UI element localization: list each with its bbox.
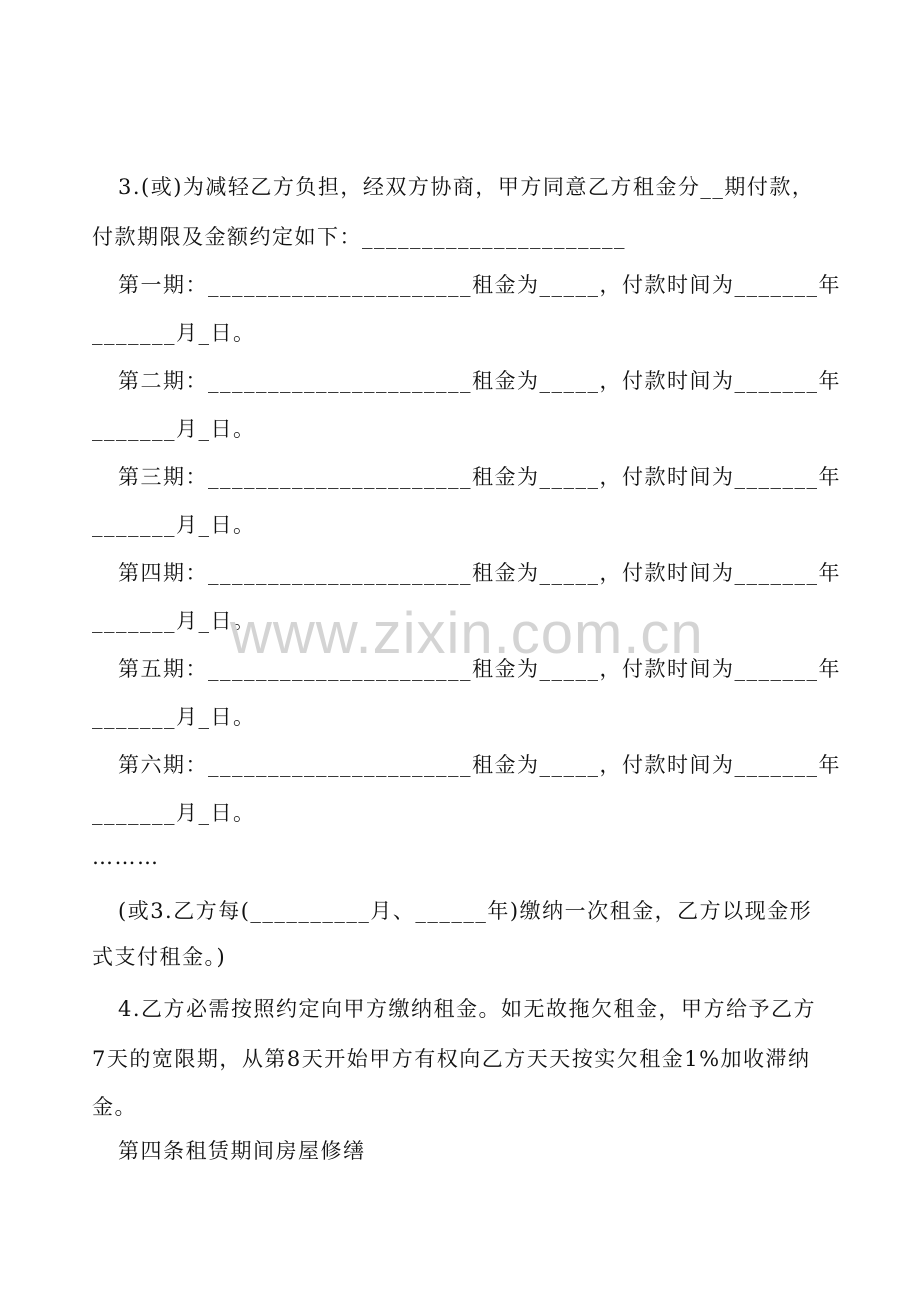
installment-date-1: _______月_日。 bbox=[92, 321, 256, 345]
paragraph-line: 付款期限及金额约定如下：______________________ bbox=[92, 225, 626, 249]
paragraph-line: 4.乙方必需按照约定向甲方缴纳租金。如无故拖欠租金，甲方给予乙方 bbox=[118, 997, 817, 1021]
installment-line-4: 第四期：______________________租金为_____，付款时间为_______年 bbox=[118, 561, 841, 585]
installment-date-3: _______月_日。 bbox=[92, 513, 256, 537]
installment-date-4: _______月_日。 bbox=[92, 609, 256, 633]
installment-line-2: 第二期：______________________租金为_____，付款时间为_______年 bbox=[118, 369, 841, 393]
ellipsis-line: ……… bbox=[92, 845, 160, 869]
paragraph-line: 式支付租金。) bbox=[92, 945, 227, 969]
installment-line-6: 第六期：______________________租金为_____，付款时间为_______年 bbox=[118, 753, 841, 777]
watermark: www.zixin.com.cn bbox=[230, 601, 704, 666]
paragraph-line: 3.(或)为减轻乙方负担，经双方协商，甲方同意乙方租金分__期付款， bbox=[118, 175, 815, 199]
section-heading: 第四条租赁期间房屋修缮 bbox=[118, 1139, 366, 1163]
installment-date-2: _______月_日。 bbox=[92, 417, 256, 441]
installment-line-5: 第五期：______________________租金为_____，付款时间为_______年 bbox=[118, 657, 841, 681]
installment-line-3: 第三期：______________________租金为_____，付款时间为_______年 bbox=[118, 465, 841, 489]
installment-line-1: 第一期：______________________租金为_____，付款时间为_______年 bbox=[118, 273, 841, 297]
paragraph-line: 7天的宽限期，从第8天开始甲方有权向乙方天天按实欠租金1%加收滞纳 bbox=[92, 1047, 811, 1071]
installment-date-6: _______月_日。 bbox=[92, 801, 256, 825]
installment-date-5: _______月_日。 bbox=[92, 705, 256, 729]
paragraph-line: (或3.乙方每(__________月、______年)缴纳一次租金，乙方以现金形 bbox=[118, 899, 813, 923]
paragraph-line: 金。 bbox=[92, 1095, 137, 1119]
